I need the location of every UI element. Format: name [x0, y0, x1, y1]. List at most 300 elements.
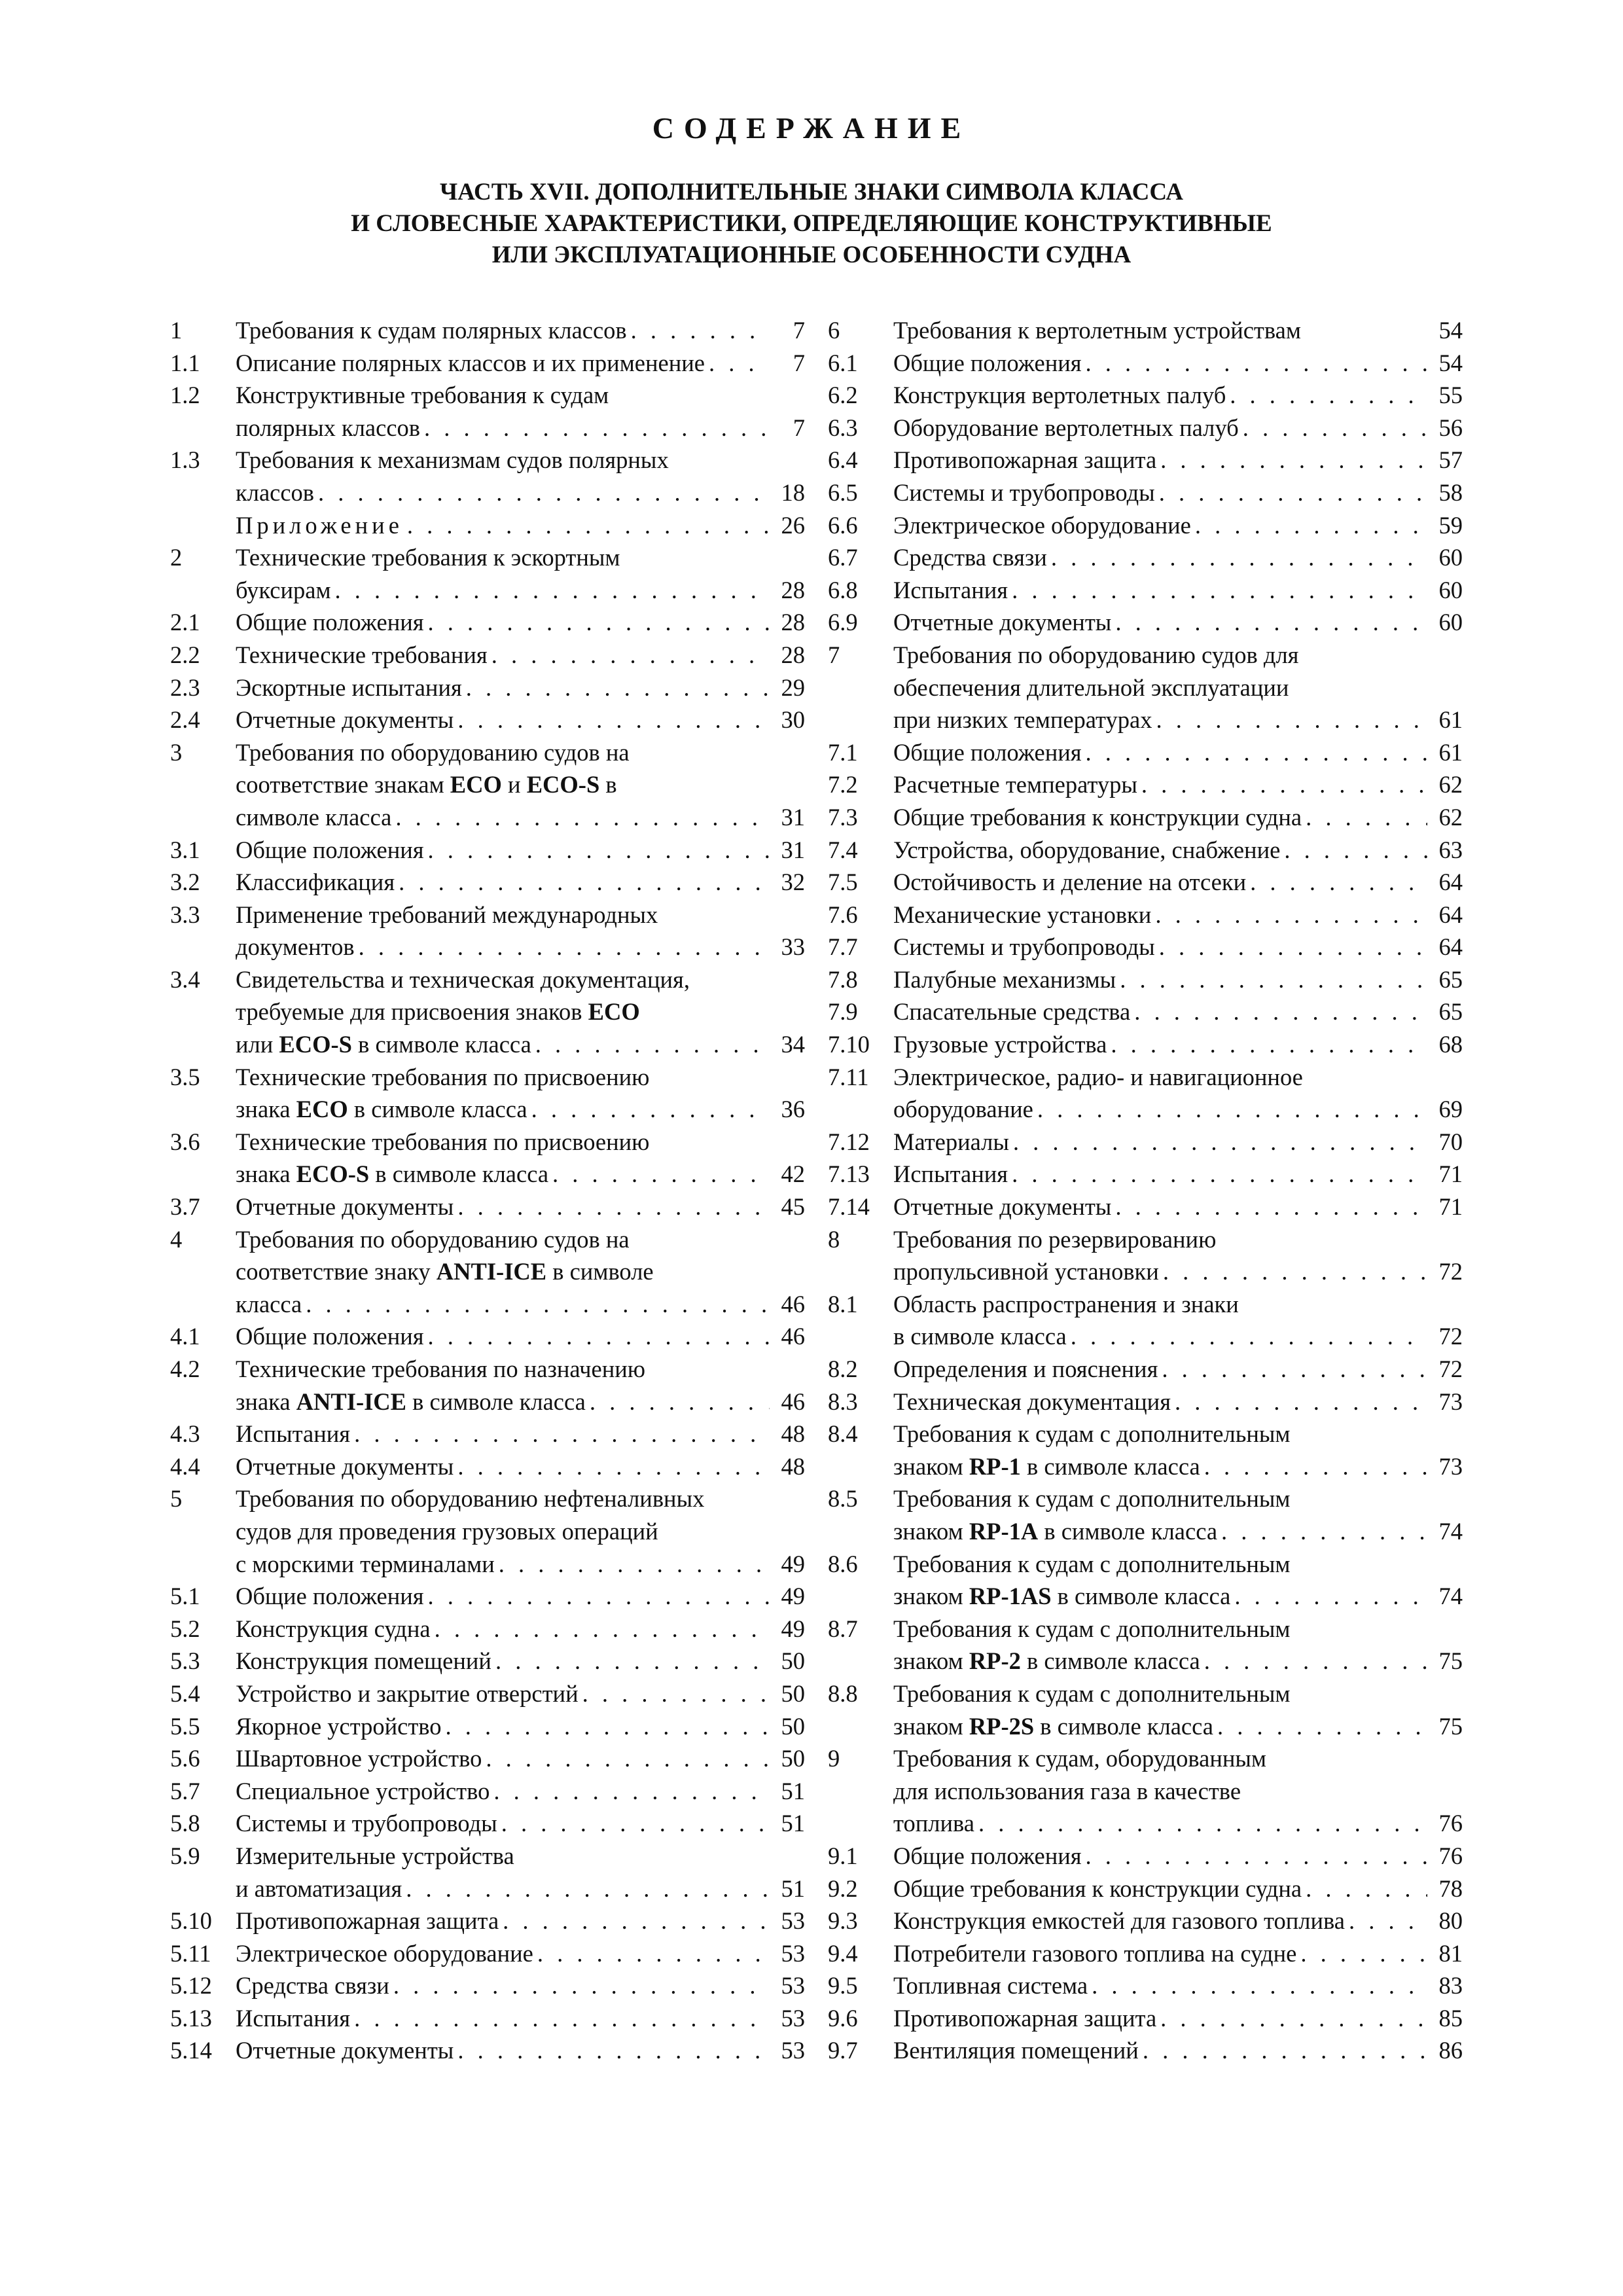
- toc-entry: [828, 1677, 1463, 1742]
- toc-page-number: 30: [781, 706, 805, 734]
- toc-entry: [828, 1418, 1463, 1482]
- toc-page-number: 81: [1438, 1939, 1463, 1967]
- toc-entry-number: 7.11: [828, 1063, 869, 1090]
- toc-entry-number: 6.6: [828, 511, 858, 539]
- toc-entry: [170, 1450, 805, 1483]
- toc-entry: [828, 1158, 1463, 1191]
- toc-page-number: 18: [781, 478, 805, 506]
- toc-entry-title: Общие положения: [236, 1583, 424, 1610]
- toc-page-number: 65: [1438, 965, 1463, 993]
- dot-leader: [548, 1158, 770, 1191]
- toc-entry: [828, 347, 1463, 380]
- toc-entry-title: Эскортные испытания: [236, 673, 462, 701]
- toc-page-number: 57: [1438, 446, 1463, 474]
- part-heading: [157, 177, 1466, 271]
- toc-entry: [828, 1937, 1463, 1970]
- toc-page-number: 28: [781, 609, 805, 636]
- dot-leader: [420, 412, 770, 444]
- toc-entry-number: 7.3: [828, 803, 858, 831]
- toc-entry-title: Испытания: [236, 2004, 351, 2032]
- toc-entry-number: 6.2: [828, 382, 858, 409]
- part-heading-line: ИЛИ ЭКСПЛУАТАЦИОННЫЕ ОСОБЕННОСТИ СУДНА: [491, 242, 1132, 268]
- toc-entry-title: Свидетельства и техническая документация,: [236, 965, 690, 993]
- toc-entry: [828, 834, 1463, 867]
- dot-leader: [391, 801, 770, 834]
- toc-page-number: 60: [1438, 544, 1463, 571]
- dot-leader: [495, 1548, 770, 1581]
- toc-entry: [828, 2002, 1463, 2035]
- toc-entry-title: Палубные механизмы: [893, 965, 1116, 993]
- toc-entry-title: Отчетные документы: [236, 1452, 454, 1480]
- toc-entry-number: 6.5: [828, 478, 858, 506]
- dot-leader: [402, 1873, 770, 1905]
- toc-entry-title: Техническая документация: [893, 1388, 1171, 1415]
- toc-entry-number: 7.6: [828, 901, 858, 928]
- toc-entry-number: 9.1: [828, 1842, 858, 1869]
- toc-page-number: 50: [781, 1745, 805, 1772]
- toc-entry: [170, 1353, 805, 1418]
- toc-page-number: 53: [781, 1939, 805, 1967]
- toc-entry-number: 8.5: [828, 1485, 858, 1513]
- toc-entry: [170, 1742, 805, 1775]
- toc-page-number: 58: [1438, 478, 1463, 506]
- toc-entry-number: 8: [828, 1225, 840, 1253]
- toc-page-number: 36: [781, 1096, 805, 1123]
- toc-page-number: 48: [781, 1452, 805, 1480]
- toc-page-number: 34: [781, 1031, 805, 1058]
- dot-leader: [488, 639, 770, 672]
- toc-entry-title: Классификация: [236, 869, 395, 896]
- toc-entry-title: Швартовное устройство: [236, 1745, 482, 1772]
- dot-leader: [403, 509, 770, 542]
- toc-entry-number: 4.2: [170, 1355, 200, 1382]
- toc-entry-number: 7.13: [828, 1160, 870, 1188]
- toc-page-number: 29: [781, 673, 805, 701]
- toc-entry-title: Системы и трубопроводы: [893, 933, 1155, 961]
- toc-entry-title: Определения и пояснения: [893, 1355, 1158, 1382]
- dot-leader: [454, 704, 770, 736]
- toc-entry-number: 5.6: [170, 1745, 200, 1772]
- toc-entry-title: Применение требований международных: [236, 901, 658, 928]
- dot-leader: [627, 314, 770, 347]
- toc-entry-number: 7.2: [828, 771, 858, 798]
- toc-entry: [170, 1807, 805, 1840]
- toc-entry: [828, 801, 1463, 834]
- toc-entry: [170, 1482, 805, 1580]
- dot-leader: [1009, 1126, 1427, 1158]
- toc-entry-title: знаком RP-1A в символе класса: [893, 1517, 1218, 1545]
- toc-page-number: 50: [781, 1647, 805, 1675]
- toc-page-number: 53: [781, 1907, 805, 1935]
- toc-page-number: 49: [781, 1615, 805, 1642]
- toc-entry-number: 9: [828, 1745, 840, 1772]
- toc-entry-number: 5.11: [170, 1939, 211, 1967]
- toc-entry-title: Отчетные документы: [893, 1193, 1112, 1221]
- dot-leader: [1067, 1320, 1427, 1353]
- toc-entry-title: Требования по оборудованию судов на: [236, 738, 630, 766]
- toc-entry-number: 8.2: [828, 1355, 858, 1382]
- toc-entry: [828, 1061, 1463, 1126]
- toc-page-number: 48: [781, 1420, 805, 1448]
- toc-entry: [170, 1937, 805, 1970]
- page-title: СОДЕРЖАНИЕ: [652, 111, 971, 145]
- dot-leader: [490, 1775, 770, 1808]
- dot-leader: [424, 1580, 770, 1613]
- dot-leader: [395, 866, 770, 899]
- dot-leader: [974, 1807, 1427, 1840]
- dot-leader: [442, 1710, 770, 1743]
- toc-entry-title: соответствие знакам ECO и ECO-S в: [236, 771, 617, 798]
- toc-entry: [170, 672, 805, 704]
- toc-page-number: 46: [781, 1323, 805, 1350]
- toc-entry-title: Требования к вертолетным устройствам: [893, 317, 1301, 344]
- toc-page-number: 33: [781, 933, 805, 961]
- dot-leader: [1200, 1645, 1427, 1677]
- toc-entry: [828, 509, 1463, 542]
- toc-entry-title: Средства связи: [236, 1972, 389, 2000]
- dot-leader: [497, 1807, 770, 1840]
- toc-entry: [828, 1548, 1463, 1613]
- toc-entry-title: Описание полярных классов и их применение: [236, 349, 705, 376]
- toc-entry: [828, 444, 1463, 476]
- toc-entry-title: соответствие знаку ANTI-ICE в символе: [236, 1258, 654, 1285]
- toc-entry-number: 3.5: [170, 1063, 200, 1090]
- dot-leader: [705, 347, 770, 380]
- toc-page-number: 70: [1438, 1128, 1463, 1155]
- toc-entry: [170, 1969, 805, 2002]
- toc-entry-number: 5.8: [170, 1810, 200, 1837]
- toc-entry-number: 5.9: [170, 1842, 200, 1869]
- toc-entry-number: 5.7: [170, 1777, 200, 1804]
- toc-entry-number: 1.2: [170, 382, 200, 409]
- dot-leader: [454, 1450, 770, 1483]
- dot-leader: [1156, 2002, 1427, 2035]
- dot-leader: [1200, 1450, 1427, 1483]
- toc-entry-number: 7.1: [828, 738, 858, 766]
- toc-entry-title: Требования по оборудованию нефтеналивных: [236, 1485, 705, 1513]
- dot-leader: [1137, 768, 1427, 801]
- toc-entry-title: Устройства, оборудование, снабжение: [893, 836, 1281, 863]
- toc-entry: [828, 1386, 1463, 1418]
- toc-entry-title: документов: [236, 933, 355, 961]
- dot-leader: [1082, 347, 1427, 380]
- toc-page-number: 7: [793, 317, 805, 344]
- dot-leader: [1296, 1937, 1427, 1970]
- toc-entry: [170, 347, 805, 380]
- toc-entry-title: Общие требования к конструкции судна: [893, 1874, 1302, 1902]
- toc-entry-title: Испытания: [893, 576, 1008, 603]
- toc-page-number: 31: [781, 836, 805, 863]
- toc-page-number: 53: [781, 2037, 805, 2064]
- toc-page-number: 46: [781, 1290, 805, 1318]
- toc-entry: [170, 1418, 805, 1450]
- dot-leader: [1171, 1386, 1427, 1418]
- dot-leader: [350, 1418, 770, 1450]
- toc-entry: [828, 541, 1463, 574]
- toc-entry: [170, 1840, 805, 1905]
- dot-leader: [424, 606, 770, 639]
- toc-entry-number: 5.10: [170, 1907, 212, 1935]
- toc-entry-number: 5.1: [170, 1583, 200, 1610]
- toc-entry-number: 2: [170, 544, 183, 571]
- toc-entry-title: Специальное устройство: [236, 1777, 490, 1804]
- dot-leader: [1088, 1969, 1427, 2002]
- toc-page-number: 26: [781, 511, 805, 539]
- toc-page-number: 72: [1438, 1355, 1463, 1382]
- toc-entry-number: 3: [170, 738, 183, 766]
- dot-leader: [355, 931, 770, 963]
- dot-leader: [533, 1937, 770, 1970]
- toc-entry-title: знака ANTI-ICE в символе класса: [236, 1388, 586, 1415]
- dot-leader: [1280, 834, 1427, 867]
- toc-entry-title: Требования по резервированию: [893, 1225, 1217, 1253]
- toc-entry-number: 6.4: [828, 446, 858, 474]
- toc-entry-title: знака ECO-S в символе класса: [236, 1160, 549, 1188]
- toc-page-number: 64: [1438, 901, 1463, 928]
- dot-leader: [462, 672, 770, 704]
- toc-entry-number: 7.4: [828, 836, 858, 863]
- toc-page-number: 49: [781, 1550, 805, 1577]
- toc-entry-title: судов для проведения грузовых операций: [236, 1517, 658, 1545]
- toc-entry: [170, 866, 805, 899]
- toc-page-number: 31: [781, 803, 805, 831]
- toc-entry-title: Требования по оборудованию судов для: [893, 641, 1299, 668]
- toc-entry-number: 5.4: [170, 1679, 200, 1707]
- dot-leader: [1082, 736, 1427, 769]
- toc-page-number: 50: [781, 1679, 805, 1707]
- dot-leader: [1008, 574, 1427, 607]
- dot-leader: [1159, 1255, 1427, 1288]
- dot-leader: [1226, 379, 1427, 412]
- toc-page-number: 7: [793, 349, 805, 376]
- toc-entry-title: Общие положения: [236, 609, 424, 636]
- dot-leader: [1345, 1905, 1427, 1937]
- toc-entry-title: требуемые для присвоения знаков ECO: [236, 998, 640, 1026]
- toc-page-number: 62: [1438, 803, 1463, 831]
- toc-entry: [170, 1645, 805, 1677]
- toc-page-number: 80: [1438, 1907, 1463, 1935]
- toc-page-number: 64: [1438, 869, 1463, 896]
- toc-entry-title: Конструкция емкостей для газового топлива: [893, 1907, 1345, 1935]
- toc-entry-title: Требования к судам полярных классов: [236, 317, 627, 344]
- dot-leader: [499, 1905, 770, 1937]
- toc-page-number: 60: [1438, 576, 1463, 603]
- toc-entry-number: 4: [170, 1225, 183, 1253]
- toc-entry-title: Конструкция вертолетных палуб: [893, 382, 1226, 409]
- toc-entry-title: Остойчивость и деление на отсеки: [893, 869, 1247, 896]
- toc-entry-title: Общие положения: [893, 1842, 1082, 1869]
- toc-page-number: 83: [1438, 1972, 1463, 2000]
- toc-page-number: 55: [1438, 382, 1463, 409]
- toc-page-number: 28: [781, 641, 805, 668]
- toc-page-number: 46: [781, 1388, 805, 1415]
- toc-entry: [828, 1191, 1463, 1223]
- toc-entry-title: знаком RP-2 в символе класса: [893, 1647, 1200, 1675]
- toc-entry: [828, 1353, 1463, 1386]
- toc-entry-title: при низких температурах: [893, 706, 1152, 734]
- toc-entry-number: 6.9: [828, 609, 858, 636]
- toc-entry-number: 8.6: [828, 1550, 858, 1577]
- toc-page-number: 32: [781, 869, 805, 896]
- toc-entry-title: оборудование: [893, 1096, 1033, 1123]
- toc-entry-title: и автоматизация: [236, 1874, 402, 1902]
- toc-entry: [170, 1223, 805, 1321]
- toc-entry: [828, 996, 1463, 1028]
- toc-page-number: 75: [1438, 1647, 1463, 1675]
- toc-entry-number: 5.2: [170, 1615, 200, 1642]
- toc-entry-title: Технические требования по присвоению: [236, 1128, 650, 1155]
- toc-entry-title: Требования к судам с дополнительным: [893, 1615, 1291, 1642]
- toc-entry-number: 4.1: [170, 1323, 200, 1350]
- toc-page-number: 53: [781, 2004, 805, 2032]
- toc-entry: [828, 1288, 1463, 1353]
- toc-entry-number: 6.3: [828, 414, 858, 441]
- toc-page-number: 61: [1438, 706, 1463, 734]
- toc-entry-number: 7.12: [828, 1128, 870, 1155]
- dot-leader: [1152, 704, 1427, 736]
- toc-page-number: 72: [1438, 1258, 1463, 1285]
- dot-leader: [1246, 866, 1427, 899]
- toc-entry: [828, 1223, 1463, 1288]
- toc-entry-number: 3.6: [170, 1128, 200, 1155]
- dot-leader: [1191, 509, 1427, 542]
- toc-entry-title: Испытания: [893, 1160, 1008, 1188]
- toc-page-number: 51: [781, 1777, 805, 1804]
- toc-entry: [170, 606, 805, 639]
- toc-entry-title: Требования к механизмам судов полярных: [236, 446, 669, 474]
- toc-entry-title: Область распространения и знаки: [893, 1290, 1239, 1318]
- dot-leader: [531, 1028, 770, 1061]
- toc-entry-title: Общие положения: [893, 738, 1082, 766]
- toc-entry: [170, 541, 805, 606]
- toc-entry-title: Отчетные документы: [236, 706, 454, 734]
- toc-page-number: 71: [1438, 1193, 1463, 1221]
- toc-entry: [828, 1905, 1463, 1937]
- dot-leader: [1139, 2034, 1427, 2067]
- toc-entry-title: топлива: [893, 1810, 974, 1837]
- toc-entry-title: Электрическое, радио- и навигационное: [893, 1063, 1303, 1090]
- toc-entry: [170, 1677, 805, 1710]
- toc-entry-title: в символе класса: [893, 1323, 1067, 1350]
- dot-leader: [579, 1677, 770, 1710]
- toc-entry: [828, 1840, 1463, 1873]
- toc-entry: [170, 509, 805, 542]
- toc-entry-title: Технические требования по назначению: [236, 1355, 646, 1382]
- toc-entry-title: Отчетные документы: [893, 609, 1112, 636]
- toc-entry-number: 1.1: [170, 349, 200, 376]
- toc-entry-title: Общие требования к конструкции судна: [893, 803, 1302, 831]
- toc-page-number: 74: [1438, 1583, 1463, 1610]
- toc-page-number: 72: [1438, 1323, 1463, 1350]
- toc-entry-number: 9.4: [828, 1939, 858, 1967]
- dot-leader: [454, 1191, 770, 1223]
- toc-page-number: 59: [1438, 511, 1463, 539]
- toc-entry-number: 9.2: [828, 1874, 858, 1902]
- toc-entry-title: знаком RP-1 в символе класса: [893, 1452, 1200, 1480]
- toc-entry-number: 3.2: [170, 869, 200, 896]
- dot-leader: [1213, 1710, 1427, 1743]
- dot-leader: [424, 834, 770, 867]
- toc-entry-number: 8.4: [828, 1420, 858, 1448]
- toc-entry-title: Средства связи: [893, 544, 1047, 571]
- toc-entry: [170, 314, 805, 347]
- dot-leader: [302, 1288, 770, 1321]
- toc-page-number: 76: [1438, 1810, 1463, 1837]
- dot-leader: [1217, 1515, 1427, 1548]
- toc-entry-title: Общие положения: [893, 349, 1082, 376]
- toc-entry: [828, 768, 1463, 801]
- toc-page-number: 74: [1438, 1517, 1463, 1545]
- toc-entry: [828, 476, 1463, 509]
- toc-entry-title: полярных классов: [236, 414, 421, 441]
- dot-leader: [1033, 1093, 1427, 1126]
- toc-page-number: 71: [1438, 1160, 1463, 1188]
- dot-leader: [350, 2002, 770, 2035]
- toc-page-number: 86: [1438, 2037, 1463, 2064]
- dot-leader: [1239, 412, 1427, 444]
- toc-entry-title: Приложение: [236, 511, 403, 539]
- toc-entry-title: Грузовые устройства: [893, 1031, 1107, 1058]
- toc-entry-title: Спасательные средства: [893, 998, 1131, 1026]
- toc-entry-title: или ECO-S в символе класса: [236, 1031, 531, 1058]
- toc-entry-title: Требования к судам с дополнительным: [893, 1420, 1291, 1448]
- toc-entry-title: Конструкция помещений: [236, 1647, 491, 1675]
- toc-entry-title: Общие положения: [236, 1323, 424, 1350]
- toc-entry: [828, 963, 1463, 996]
- toc-entry-title: Общие положения: [236, 836, 424, 863]
- toc-entry-title: классов: [236, 478, 315, 506]
- toc-entry: [828, 736, 1463, 769]
- dot-leader: [1302, 1873, 1427, 1905]
- toc-entry-number: 1: [170, 317, 183, 344]
- toc-entry-title: символе класса: [236, 803, 392, 831]
- toc-entry-title: Конструктивные требования к судам: [236, 382, 609, 409]
- toc-entry-title: Электрическое оборудование: [236, 1939, 533, 1967]
- toc-entry-number: 2.1: [170, 609, 200, 636]
- toc-page-number: 68: [1438, 1031, 1463, 1058]
- dot-leader: [1082, 1840, 1427, 1873]
- toc-entry: [828, 1126, 1463, 1158]
- dot-leader: [1158, 1353, 1427, 1386]
- toc-page-number: 56: [1438, 414, 1463, 441]
- part-heading-line: ЧАСТЬ XVII. ДОПОЛНИТЕЛЬНЫЕ ЗНАКИ СИМВОЛА КЛАССА: [440, 179, 1183, 206]
- toc-page-number: 73: [1438, 1388, 1463, 1415]
- toc-page-number: 85: [1438, 2004, 1463, 2032]
- toc-entry: [170, 2034, 805, 2067]
- toc-entry-number: 5.5: [170, 1712, 200, 1740]
- toc-entry-number: 7.14: [828, 1193, 870, 1221]
- toc-entry-number: 5.12: [170, 1972, 212, 2000]
- toc-entry: [170, 736, 805, 834]
- dot-leader: [491, 1645, 770, 1677]
- toc-page-number: 76: [1438, 1842, 1463, 1869]
- dot-leader: [586, 1386, 770, 1418]
- toc-page-number: 63: [1438, 836, 1463, 863]
- toc-entry-title: Измерительные устройства: [236, 1842, 514, 1869]
- toc-entry-title: знака ECO в символе класса: [236, 1096, 527, 1123]
- toc-entry-number: 7.10: [828, 1031, 870, 1058]
- toc-entry: [170, 834, 805, 867]
- toc-page-number: 54: [1438, 317, 1463, 344]
- toc-entry-title: класса: [236, 1290, 302, 1318]
- toc-entry: [170, 1580, 805, 1613]
- toc-entry-number: 7: [828, 641, 840, 668]
- toc-entry-number: 6: [828, 317, 840, 344]
- toc-entry-number: 9.5: [828, 1972, 858, 2000]
- toc-entry: [828, 866, 1463, 899]
- toc-entry-title: Вентиляция помещений: [893, 2037, 1139, 2064]
- toc-entry-number: 9.3: [828, 1907, 858, 1935]
